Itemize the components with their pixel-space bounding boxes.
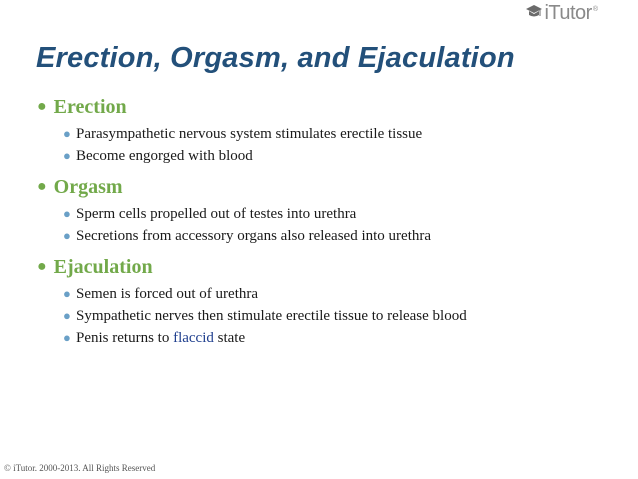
bullet-icon: ● (63, 206, 71, 221)
list-item: ● Semen is forced out of urethra (63, 286, 259, 302)
logo-text: iTutor (544, 2, 592, 24)
section-orgasm (37, 174, 607, 246)
highlighted-term: flaccid (173, 330, 214, 346)
list-item: ● Become engorged with blood (63, 148, 253, 164)
slide-title: Erection, Orgasm, and Ejaculation (36, 42, 515, 74)
bullet-icon: ● (63, 330, 71, 345)
registered-mark: ® (592, 6, 598, 13)
copyright-footer: © iTutor. 2000-2013. All Rights Reserved (4, 463, 156, 473)
bullet-icon: ● (63, 286, 71, 301)
section-erection (37, 94, 607, 166)
slide-content (37, 94, 607, 356)
bullet-icon: ● (63, 148, 71, 163)
list-item: ● Secretions from accessory organs also released into urethra (63, 228, 432, 244)
bullet-icon: ● (63, 228, 71, 243)
bullet-icon: ● (37, 178, 47, 195)
section-heading: Orgasm (53, 176, 123, 198)
bullet-icon: ● (63, 126, 71, 141)
list-item: ● Penis returns to flaccid state (63, 330, 246, 346)
list-item: ● Sperm cells propelled out of testes into urethra (63, 206, 357, 222)
list-item: ● Sympathetic nerves then stimulate erectile tissue to release blood (63, 308, 467, 324)
section-ejaculation (37, 254, 607, 348)
graduation-cap-icon (525, 2, 543, 22)
bullet-icon: ● (37, 98, 47, 115)
bullet-icon: ● (63, 308, 71, 323)
section-heading: Ejaculation (53, 256, 153, 278)
list-item: ● Parasympathetic nervous system stimulates erectile tissue (63, 126, 423, 142)
itutor-logo (525, 2, 598, 24)
bullet-icon: ● (37, 258, 47, 275)
section-heading: Erection (53, 96, 127, 118)
